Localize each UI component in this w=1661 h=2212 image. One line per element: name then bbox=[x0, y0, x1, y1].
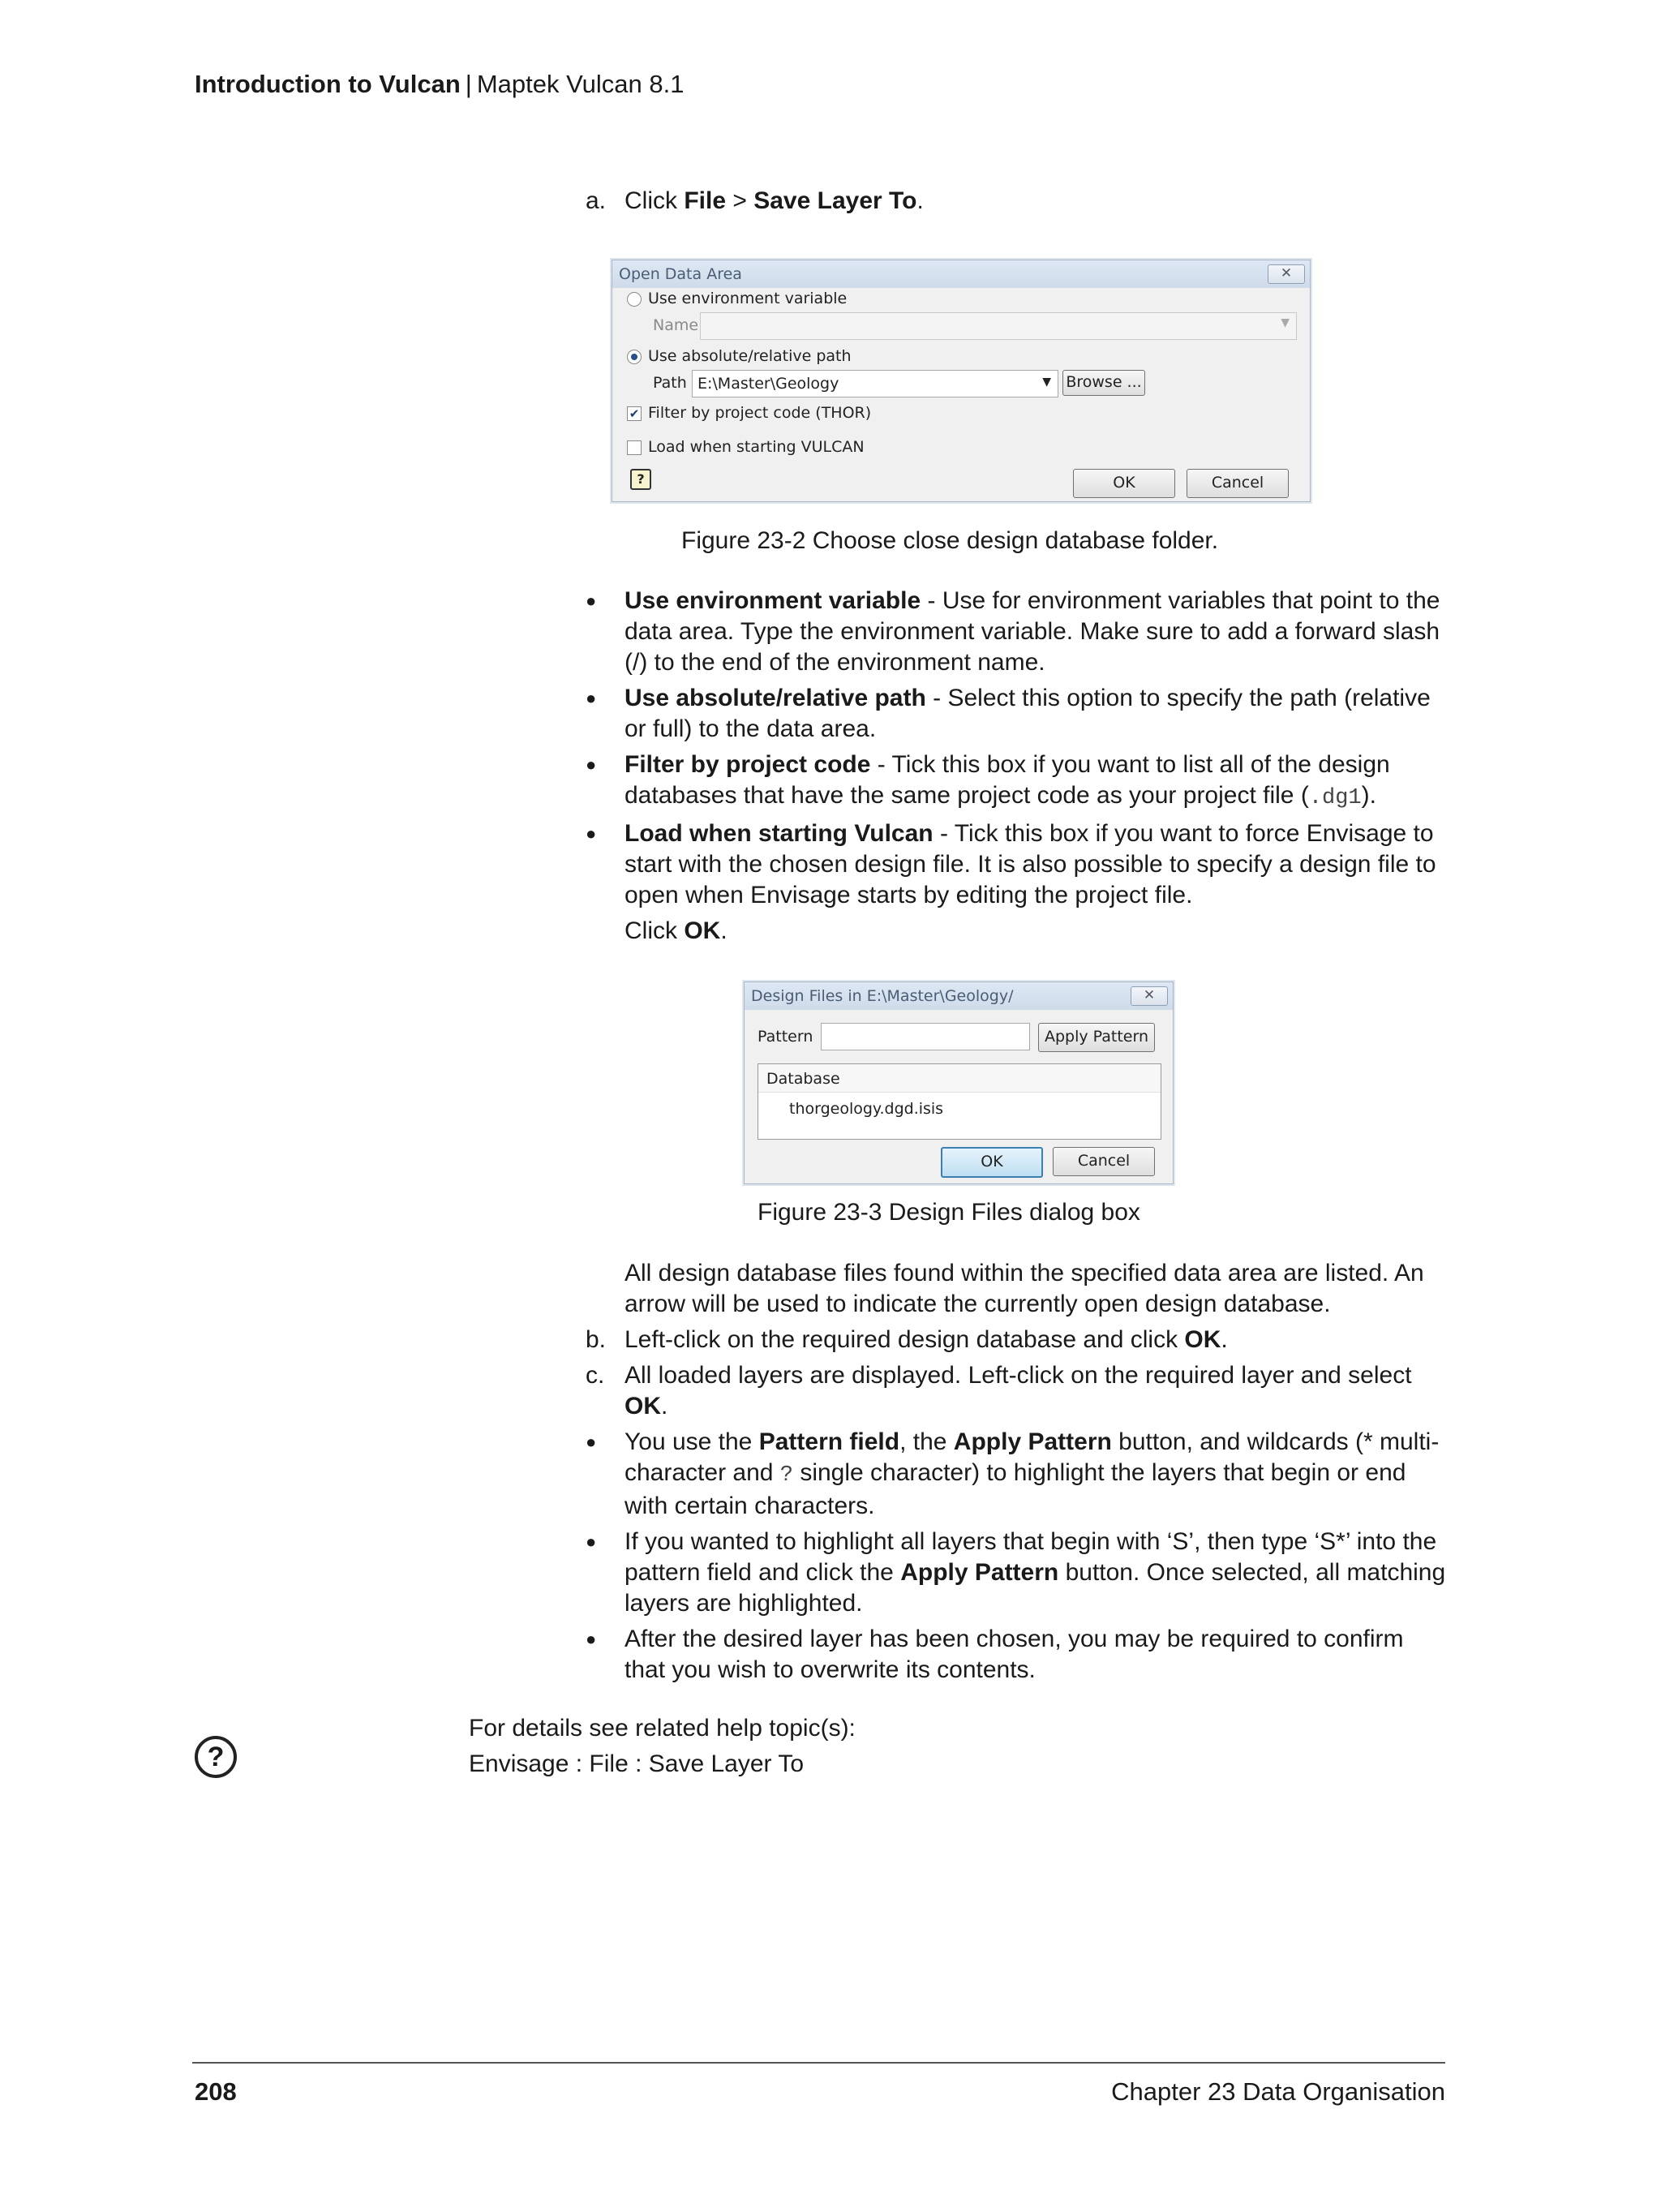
load-starting-label: Load when starting VULCAN bbox=[648, 438, 865, 456]
text: All loaded layers are displayed. Left-click on the required layer and select bbox=[624, 1362, 1412, 1389]
option-term: Use absolute/relative path bbox=[624, 685, 926, 711]
click-ok-line bbox=[586, 916, 1447, 947]
browse-button[interactable]: Browse ... bbox=[1062, 370, 1145, 396]
step-a-text bbox=[624, 186, 924, 217]
filter-project-checkbox[interactable]: ✔ bbox=[627, 406, 642, 421]
text: . bbox=[916, 187, 924, 214]
list-item[interactable]: thorgeology.dgd.isis bbox=[789, 1100, 944, 1118]
code-wildcard: ? bbox=[779, 1463, 793, 1488]
path-label: Path bbox=[653, 374, 687, 392]
ok-button[interactable]: OK bbox=[1073, 469, 1175, 498]
option-text: - Tick this box if you want to list all of the design databases that have the same project code as your project file ( bbox=[624, 751, 1390, 809]
use-abs-path-label: Use absolute/relative path bbox=[648, 347, 852, 365]
use-abs-path-radio[interactable] bbox=[627, 350, 642, 364]
ok-button[interactable]: OK bbox=[941, 1147, 1043, 1178]
apply-pattern-button[interactable]: Apply Pattern bbox=[1038, 1023, 1155, 1052]
text: Click bbox=[624, 917, 685, 944]
option-term: Load when starting Vulcan bbox=[624, 820, 934, 847]
chevron-down-icon: ▼ bbox=[1281, 316, 1290, 329]
list-item bbox=[586, 683, 1447, 745]
bullet-icon: ● bbox=[586, 754, 597, 775]
ok-reference: OK bbox=[684, 917, 721, 944]
list-header bbox=[758, 1064, 1161, 1093]
step-c bbox=[586, 1360, 1447, 1422]
ok-reference: OK bbox=[1184, 1326, 1221, 1353]
text: > bbox=[726, 187, 754, 214]
text: If you wanted to highlight all layers that begin with ‘S’, then type ‘S*’ into the pattern field and click the bbox=[624, 1528, 1437, 1586]
chapter-title: Chapter 23 Data Organisation bbox=[1111, 2077, 1445, 2106]
text: Click bbox=[624, 187, 685, 214]
header-title: Introduction to Vulcan bbox=[195, 70, 461, 98]
bullet-icon: ● bbox=[586, 1629, 597, 1649]
pattern-input[interactable] bbox=[821, 1023, 1030, 1050]
figure-caption: Figure 23-2 Choose close design database folder. bbox=[681, 527, 1219, 554]
bullet-icon: ● bbox=[586, 1531, 597, 1552]
close-icon[interactable]: ✕ bbox=[1131, 986, 1168, 1006]
name-label: Name bbox=[653, 316, 699, 334]
pattern-label: Pattern bbox=[758, 1028, 813, 1046]
instructions bbox=[586, 1258, 1447, 1686]
list-item bbox=[586, 1427, 1447, 1522]
help-topic-link[interactable]: Envisage : File : Save Layer To bbox=[469, 1750, 804, 1777]
design-files-dialog bbox=[744, 981, 1174, 1184]
step-marker: b. bbox=[586, 1326, 607, 1353]
text: , the bbox=[899, 1428, 954, 1455]
help-topic-icon: ? bbox=[195, 1736, 237, 1778]
header-separator: | bbox=[465, 70, 472, 98]
option-list bbox=[586, 586, 1447, 947]
step-marker: a. bbox=[586, 187, 607, 214]
list-item bbox=[586, 1527, 1447, 1619]
filter-project-label: Filter by project code (THOR) bbox=[648, 404, 872, 422]
option-term: Filter by project code bbox=[624, 751, 871, 778]
text: You use the bbox=[624, 1428, 759, 1455]
load-starting-checkbox[interactable] bbox=[627, 440, 642, 455]
header-subtitle: Maptek Vulcan 8.1 bbox=[476, 70, 685, 98]
list-item bbox=[586, 586, 1447, 678]
option-text: ). bbox=[1361, 782, 1376, 809]
cancel-button[interactable]: Cancel bbox=[1053, 1147, 1155, 1176]
list-item bbox=[586, 750, 1447, 814]
bullet-icon: ● bbox=[586, 823, 597, 844]
cancel-button[interactable]: Cancel bbox=[1187, 469, 1289, 498]
menu-file: File bbox=[684, 187, 727, 214]
database-list bbox=[758, 1063, 1161, 1140]
text: single character) to highlight the layers that begin or end with certain characters. bbox=[624, 1459, 1406, 1519]
chevron-down-icon: ▼ bbox=[1042, 376, 1051, 389]
step-b bbox=[586, 1325, 1447, 1355]
term: Pattern field bbox=[758, 1428, 900, 1455]
use-env-var-label: Use environment variable bbox=[648, 290, 848, 307]
use-env-var-radio[interactable] bbox=[627, 292, 642, 307]
option-term: Use environment variable bbox=[624, 587, 921, 614]
text: . bbox=[1221, 1326, 1228, 1353]
dialog-titlebar bbox=[745, 982, 1173, 1010]
path-value: E:\Master\Geology bbox=[697, 375, 839, 393]
option-text: - Select this option to specify the path (relative or full) to the data area. bbox=[624, 685, 1431, 742]
path-select[interactable] bbox=[692, 370, 1058, 397]
list-item bbox=[586, 818, 1447, 911]
dialog-title: Open Data Area bbox=[619, 265, 742, 283]
help-icon[interactable]: ? bbox=[630, 469, 651, 490]
menu-save-layer-to: Save Layer To bbox=[753, 187, 917, 214]
list-item bbox=[586, 1624, 1447, 1686]
text: . bbox=[720, 917, 727, 944]
text: button. Once selected, all matching layers are highlighted. bbox=[624, 1559, 1446, 1617]
ok-reference: OK bbox=[624, 1393, 661, 1420]
dialog-title: Design Files in E:\Master\Geology/ bbox=[751, 987, 1014, 1005]
option-text: - Use for environment variables that point to the data area. Type the environment variable. Make sure to add a forward slash (/) to the end of the environment name. bbox=[624, 587, 1440, 676]
term: Apply Pattern bbox=[953, 1428, 1112, 1455]
text: button, and wildcards (* multi-character and bbox=[624, 1428, 1440, 1486]
text: After the desired layer has been chosen, you may be required to confirm that you wish to overwrite its contents. bbox=[624, 1626, 1404, 1683]
close-icon[interactable]: ✕ bbox=[1268, 264, 1305, 284]
open-data-area-dialog bbox=[612, 260, 1311, 502]
code-extension: .dg1 bbox=[1308, 786, 1362, 810]
paragraph: All design database files found within the specified data area are listed. An arrow will be used to indicate the currently open design database. bbox=[624, 1260, 1424, 1317]
option-text: - Tick this box if you want to force Envisage to start with the chosen design file. It is also possible to specify a design file to open when Envisage starts by editing the project file. bbox=[624, 820, 1436, 908]
footer-rule bbox=[192, 2062, 1445, 2064]
column-header-database: Database bbox=[766, 1070, 840, 1088]
term: Apply Pattern bbox=[900, 1559, 1059, 1586]
help-topic-intro: For details see related help topic(s): bbox=[469, 1715, 856, 1742]
bullet-icon: ● bbox=[586, 1432, 597, 1452]
running-header bbox=[195, 70, 684, 99]
page-number: 208 bbox=[195, 2077, 237, 2106]
figure-caption: Figure 23-3 Design Files dialog box bbox=[758, 1199, 1140, 1226]
name-field[interactable] bbox=[700, 312, 1297, 340]
bullet-icon: ● bbox=[586, 688, 597, 708]
text: Left-click on the required design database and click bbox=[624, 1326, 1185, 1353]
bullet-icon: ● bbox=[586, 591, 597, 611]
text: . bbox=[661, 1393, 668, 1420]
dialog-titlebar bbox=[612, 260, 1310, 288]
step-marker: c. bbox=[586, 1362, 605, 1389]
